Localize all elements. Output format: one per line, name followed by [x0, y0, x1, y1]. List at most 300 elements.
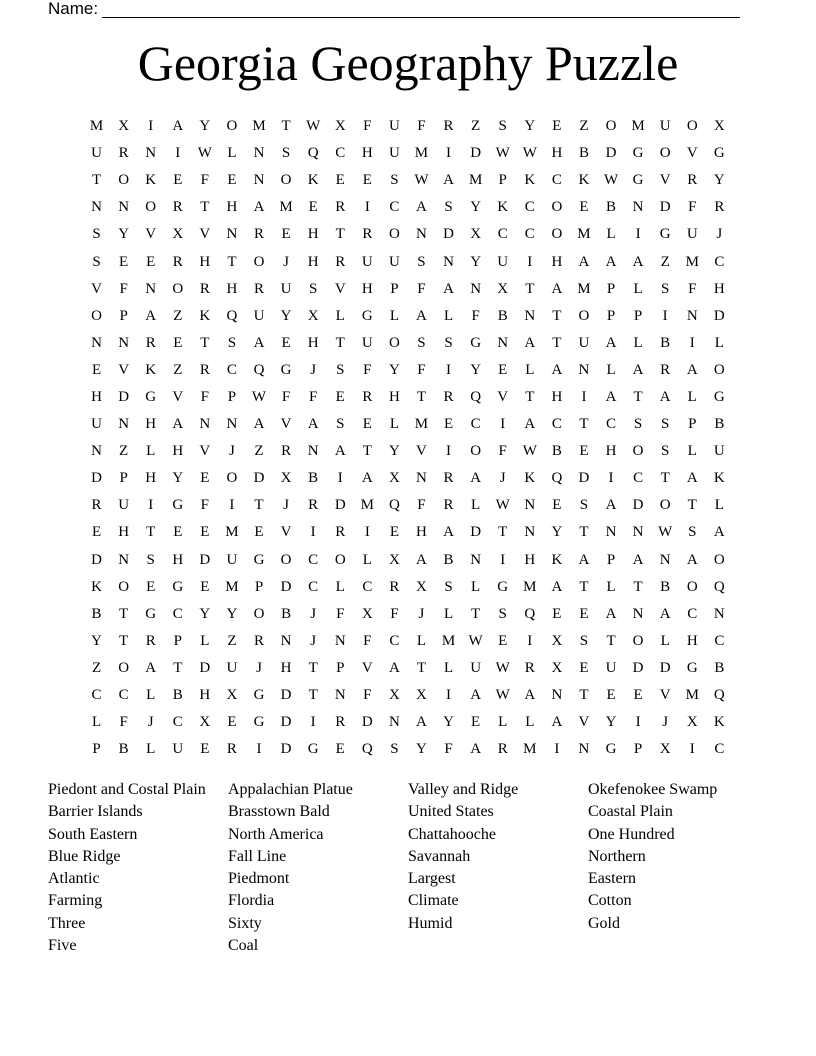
grid-cell: N	[91, 334, 102, 351]
grid-cell: X	[388, 551, 400, 568]
grid-cell: G	[605, 741, 617, 758]
grid-cell: U	[470, 659, 482, 676]
grid-cell: T	[633, 578, 643, 595]
word-item: Sixty	[228, 914, 262, 932]
grid-cell: G	[145, 605, 157, 622]
grid-row	[83, 574, 733, 601]
grid-cell: H	[172, 551, 184, 568]
grid-row	[83, 330, 733, 357]
grid-cell: H	[361, 145, 373, 162]
grid-cell: P	[173, 632, 182, 649]
grid-cell: A	[334, 443, 346, 460]
grid-cell: D	[470, 524, 482, 541]
grid-cell: N	[253, 172, 265, 189]
grid-cell: F	[417, 497, 426, 514]
grid-cell: T	[91, 172, 102, 189]
grid-cell: W	[495, 145, 510, 162]
grid-cell: U	[713, 443, 725, 460]
grid-cell: K	[713, 714, 725, 731]
grid-cell: A	[307, 416, 319, 433]
grid-cell: Q	[713, 578, 725, 595]
grid-cell: R	[389, 578, 400, 595]
grid-cell: E	[471, 714, 481, 731]
grid-row	[83, 655, 733, 682]
grid-cell: T	[525, 388, 535, 405]
grid-cell: T	[579, 578, 589, 595]
grid-cell: S	[146, 551, 155, 568]
grid-cell: A	[416, 551, 427, 568]
grid-cell: L	[633, 334, 643, 351]
grid-cell: P	[688, 416, 697, 433]
grid-cell: F	[119, 714, 128, 731]
grid-cell: M	[577, 280, 591, 297]
grid-cell: U	[659, 118, 671, 135]
grid-cell: T	[308, 687, 318, 704]
grid-cell: R	[335, 524, 346, 541]
grid-cell: I	[446, 687, 452, 704]
grid-cell: S	[308, 280, 318, 297]
word-item: Cotton	[588, 892, 632, 910]
grid-cell: N	[145, 145, 157, 162]
grid-cell: H	[416, 524, 427, 541]
grid-cell: G	[686, 659, 698, 676]
grid-cell: F	[471, 307, 480, 324]
grid-cell: B	[714, 659, 725, 676]
grid-cell: B	[172, 687, 183, 704]
grid-cell: D	[199, 659, 211, 676]
grid-cell: F	[444, 741, 453, 758]
grid-cell: X	[307, 307, 319, 324]
grid-cell: D	[280, 741, 292, 758]
grid-cell: N	[470, 551, 482, 568]
grid-cell: E	[308, 199, 318, 216]
grid-cell: A	[416, 199, 427, 216]
grid-cell: L	[389, 307, 399, 324]
grid-cell: L	[633, 280, 643, 297]
grid-cell: H	[361, 280, 373, 297]
grid-cell: B	[660, 578, 671, 595]
grid-cell: X	[416, 687, 427, 704]
grid-cell: D	[334, 497, 346, 514]
grid-cell: E	[91, 524, 102, 541]
grid-cell: T	[552, 307, 562, 324]
grid-cell: T	[227, 253, 237, 270]
grid-cell: P	[254, 578, 264, 595]
grid-cell: V	[118, 361, 130, 378]
grid-cell: Y	[470, 361, 482, 378]
grid-cell: Q	[551, 470, 563, 487]
grid-cell: R	[443, 470, 454, 487]
grid-cell: L	[146, 741, 156, 758]
word-item: Eastern	[588, 870, 636, 888]
grid-cell: I	[662, 307, 668, 324]
grid-cell: F	[363, 632, 372, 649]
grid-cell: O	[118, 659, 130, 676]
grid-cell: M	[414, 416, 429, 433]
grid-cell: O	[118, 578, 130, 595]
grid-cell: V	[91, 280, 102, 297]
grid-cell: C	[714, 632, 725, 649]
grid-cell: F	[119, 280, 128, 297]
grid-row	[83, 709, 733, 736]
grid-cell: T	[254, 497, 264, 514]
grid-cell: I	[527, 632, 533, 649]
grid-cell: A	[443, 524, 454, 541]
grid-cell: F	[363, 361, 372, 378]
grid-cell: U	[91, 145, 102, 162]
grid-cell: A	[605, 253, 617, 270]
grid-cell: J	[310, 361, 317, 378]
word-item: Chattahooche	[408, 825, 496, 843]
grid-cell: F	[498, 443, 507, 460]
grid-cell: I	[608, 470, 614, 487]
grid-cell: W	[197, 145, 212, 162]
grid-cell: W	[414, 172, 429, 189]
name-underline	[102, 3, 740, 18]
grid-cell: R	[172, 253, 183, 270]
grid-cell: P	[227, 388, 237, 405]
grid-cell: B	[578, 145, 589, 162]
grid-cell: N	[551, 687, 563, 704]
grid-cell: V	[686, 145, 698, 162]
grid-cell: U	[226, 551, 238, 568]
grid-cell: S	[633, 416, 643, 433]
grid-cell: C	[714, 741, 725, 758]
grid-cell: B	[281, 605, 292, 622]
grid-cell: N	[524, 497, 536, 514]
grid-cell: W	[306, 118, 321, 135]
grid-cell: H	[307, 253, 319, 270]
grid-cell: Q	[253, 361, 265, 378]
grid-cell: Y	[551, 524, 563, 541]
grid-cell: F	[390, 605, 399, 622]
grid-cell: E	[335, 172, 345, 189]
grid-row	[83, 248, 733, 275]
grid-cell: A	[605, 497, 617, 514]
grid-cell: A	[470, 741, 482, 758]
grid-cell: C	[172, 714, 183, 731]
grid-cell: A	[686, 470, 698, 487]
grid-cell: K	[713, 470, 725, 487]
grid-row	[83, 194, 733, 221]
grid-cell: T	[498, 524, 508, 541]
grid-cell: L	[606, 361, 616, 378]
grid-cell: Q	[307, 145, 319, 162]
grid-cell: Z	[227, 632, 237, 649]
grid-cell: J	[256, 659, 262, 676]
grid-cell: V	[334, 280, 346, 297]
grid-cell: E	[254, 524, 264, 541]
grid-cell: Y	[524, 118, 536, 135]
grid-cell: M	[89, 118, 104, 135]
grid-cell: L	[714, 497, 724, 514]
grid-cell: M	[577, 226, 591, 243]
grid-cell: V	[659, 687, 671, 704]
grid-cell: I	[310, 524, 316, 541]
grid-row	[83, 276, 733, 303]
grid-cell: E	[146, 578, 156, 595]
grid-cell: I	[364, 199, 370, 216]
grid-cell: L	[525, 714, 535, 731]
grid-cell: S	[444, 199, 453, 216]
grid-cell: W	[658, 524, 673, 541]
grid-cell: H	[551, 145, 563, 162]
grid-cell: P	[336, 659, 345, 676]
grid-cell: E	[281, 226, 291, 243]
grid-cell: H	[91, 388, 102, 405]
word-item: United States	[408, 803, 494, 821]
grid-cell: S	[579, 497, 589, 514]
grid-cell: D	[199, 551, 211, 568]
word-item: Piedmont	[228, 870, 290, 888]
grid-cell: T	[281, 118, 291, 135]
grid-cell: I	[229, 497, 235, 514]
grid-cell: A	[172, 118, 184, 135]
grid-cell: Q	[226, 307, 238, 324]
grid-cell: X	[551, 632, 563, 649]
grid-cell: A	[361, 470, 373, 487]
grid-cell: W	[603, 172, 619, 189]
grid-cell: X	[497, 280, 509, 297]
grid-cell: U	[388, 253, 400, 270]
grid-cell: W	[251, 388, 267, 405]
grid-cell: K	[524, 470, 536, 487]
grid-cell: Q	[388, 497, 400, 514]
grid-cell: D	[280, 714, 292, 731]
grid-cell: L	[443, 659, 454, 676]
grid-cell: N	[226, 416, 238, 433]
grid-cell: F	[688, 199, 697, 216]
grid-cell: A	[632, 551, 644, 568]
grid-cell: X	[361, 605, 373, 622]
grid-cell: O	[470, 443, 482, 460]
grid-cell: F	[363, 118, 372, 135]
grid-cell: O	[253, 605, 265, 622]
word-column	[228, 779, 408, 957]
grid-cell: A	[686, 551, 698, 568]
grid-cell: P	[633, 741, 643, 758]
grid-cell: N	[280, 632, 292, 649]
grid-cell: L	[146, 443, 156, 460]
grid-cell: T	[200, 334, 210, 351]
grid-cell: T	[416, 388, 427, 405]
grid-cell: V	[172, 388, 184, 405]
grid-cell: U	[361, 253, 373, 270]
word-item: Brasstown Bald	[228, 803, 330, 821]
grid-cell: B	[606, 199, 617, 216]
grid-cell: G	[307, 741, 319, 758]
grid-cell: D	[280, 687, 292, 704]
grid-cell: O	[578, 307, 590, 324]
word-item: Three	[48, 914, 86, 932]
grid-cell: L	[714, 334, 724, 351]
grid-row	[83, 465, 733, 492]
grid-cell: A	[605, 334, 617, 351]
grid-cell: D	[578, 470, 590, 487]
grid-cell: X	[118, 118, 130, 135]
grid-cell: H	[118, 524, 130, 541]
word-item: Appalachian Platue	[228, 781, 353, 798]
grid-cell: M	[685, 687, 699, 704]
grid-cell: O	[551, 199, 563, 216]
grid-cell: S	[444, 578, 453, 595]
grid-cell: D	[632, 497, 644, 514]
grid-cell: G	[497, 578, 509, 595]
letter-grid	[83, 113, 733, 763]
grid-cell: B	[443, 551, 454, 568]
grid-cell: I	[337, 470, 343, 487]
grid-cell: R	[226, 741, 237, 758]
grid-cell: O	[280, 551, 292, 568]
grid-cell: U	[226, 659, 238, 676]
grid-cell: T	[552, 334, 562, 351]
grid-cell: V	[361, 659, 373, 676]
grid-cell: D	[659, 659, 671, 676]
grid-row	[83, 411, 733, 438]
grid-cell: O	[686, 578, 698, 595]
grid-cell: Y	[470, 199, 482, 216]
grid-cell: N	[605, 524, 617, 541]
grid-cell: N	[524, 524, 536, 541]
grid-cell: E	[606, 687, 616, 704]
grid-cell: T	[119, 605, 129, 622]
grid-cell: D	[118, 388, 130, 405]
grid-cell: A	[578, 253, 590, 270]
grid-cell: M	[360, 497, 374, 514]
grid-cell: U	[361, 334, 373, 351]
grid-cell: E	[579, 443, 589, 460]
grid-cell: L	[389, 416, 399, 433]
grid-cell: C	[362, 578, 373, 595]
grid-cell: C	[606, 416, 617, 433]
grid-cell: A	[524, 687, 536, 704]
word-item: Fall Line	[228, 847, 287, 865]
grid-cell: T	[579, 524, 589, 541]
grid-cell: U	[118, 497, 130, 514]
grid-cell: D	[632, 659, 644, 676]
grid-cell: A	[145, 307, 157, 324]
grid-cell: E	[552, 497, 562, 514]
grid-cell: F	[417, 118, 426, 135]
grid-cell: D	[605, 145, 617, 162]
grid-cell: R	[281, 443, 292, 460]
grid-cell: E	[335, 388, 345, 405]
grid-cell: T	[362, 443, 372, 460]
grid-cell: B	[91, 605, 102, 622]
grid-cell: R	[687, 172, 698, 189]
grid-cell: A	[659, 605, 671, 622]
grid-cell: G	[145, 388, 157, 405]
grid-cell: C	[551, 172, 562, 189]
grid-cell: J	[283, 497, 289, 514]
grid-cell: T	[579, 687, 589, 704]
grid-cell: C	[308, 551, 319, 568]
grid-cell: Z	[660, 253, 670, 270]
grid-cell: R	[145, 334, 156, 351]
grid-cell: E	[335, 741, 345, 758]
grid-cell: C	[335, 145, 346, 162]
grid-cell: I	[446, 361, 452, 378]
grid-cell: H	[686, 632, 698, 649]
grid-cell: K	[578, 172, 590, 189]
grid-cell: P	[92, 741, 101, 758]
grid-cell: X	[686, 714, 698, 731]
grid-cell: R	[443, 118, 454, 135]
word-column	[48, 779, 228, 957]
grid-cell: F	[200, 497, 210, 514]
word-item: Coastal Plain	[588, 803, 673, 821]
grid-cell: J	[283, 253, 289, 270]
grid-cell: D	[470, 145, 482, 162]
grid-cell: L	[335, 307, 345, 324]
grid-cell: Y	[199, 118, 211, 135]
grid-cell: X	[388, 470, 400, 487]
grid-cell: R	[199, 280, 210, 297]
grid-row	[83, 357, 733, 384]
grid-cell: M	[468, 172, 483, 189]
grid-cell: L	[471, 578, 481, 595]
grid-cell: S	[417, 253, 426, 270]
grid-cell: S	[92, 226, 101, 243]
grid-cell: Y	[388, 361, 400, 378]
grid-cell: U	[686, 226, 698, 243]
grid-cell: S	[227, 334, 237, 351]
grid-cell: H	[145, 470, 157, 487]
grid-cell: T	[335, 334, 345, 351]
grid-cell: H	[199, 253, 211, 270]
grid-cell: H	[388, 388, 400, 405]
grid-cell: H	[551, 388, 563, 405]
grid-cell: F	[200, 172, 210, 189]
grid-cell: T	[416, 659, 427, 676]
grid-cell: O	[334, 551, 346, 568]
grid-cell: E	[579, 605, 589, 622]
grid-cell: A	[578, 551, 590, 568]
grid-cell: E	[362, 172, 372, 189]
grid-cell: G	[253, 714, 265, 731]
grid-cell: A	[551, 280, 563, 297]
grid-cell: X	[334, 118, 346, 135]
grid-cell: Z	[173, 307, 183, 324]
grid-cell: A	[632, 253, 644, 270]
grid-cell: R	[172, 199, 183, 216]
grid-cell: C	[551, 416, 562, 433]
grid-cell: O	[172, 280, 184, 297]
grid-cell: O	[659, 145, 671, 162]
grid-cell: H	[226, 199, 238, 216]
word-item: Five	[48, 937, 77, 955]
grid-cell: Z	[579, 118, 589, 135]
grid-row	[83, 303, 733, 330]
grid-cell: L	[525, 361, 535, 378]
grid-cell: I	[689, 334, 695, 351]
grid-cell: P	[119, 470, 128, 487]
grid-cell: F	[281, 388, 291, 405]
grid-cell: N	[118, 551, 130, 568]
grid-cell: X	[416, 578, 427, 595]
grid-cell: N	[632, 199, 644, 216]
grid-cell: P	[633, 307, 643, 324]
grid-cell: E	[362, 416, 372, 433]
grid-cell: N	[199, 416, 211, 433]
grid-cell: T	[335, 226, 345, 243]
grid-cell: Y	[226, 605, 238, 622]
grid-cell: G	[172, 497, 184, 514]
grid-cell: A	[524, 416, 536, 433]
grid-cell: C	[389, 199, 400, 216]
grid-cell: W	[468, 632, 483, 649]
grid-cell: L	[227, 145, 237, 162]
